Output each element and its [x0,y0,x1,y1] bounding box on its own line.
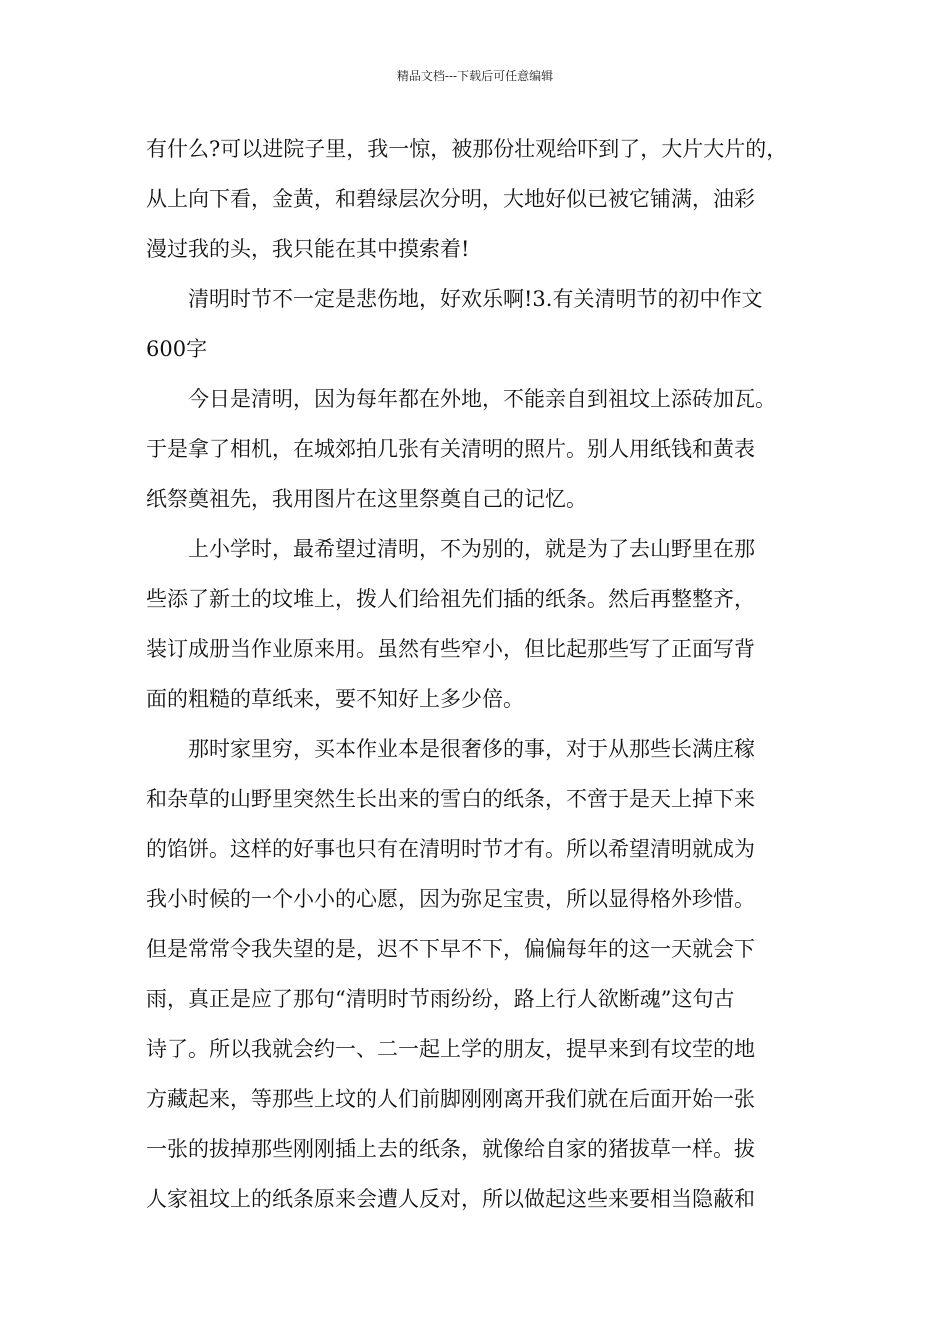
text-line-19: 诗了。所以我就会约一、二一起上学的朋友，提早来到有坟茔的地 [146,1037,755,1061]
text-line-13: 那时家里穷，买本作业本是很奢侈的事，对于从那些长满庄稼 [146,737,755,761]
text-line-3: 漫过我的头，我只能在其中摸索着! [146,237,470,261]
text-line-9: 上小学时，最希望过清明，不为别的，就是为了去山野里在那 [146,537,755,561]
text-line-4: 清明时节不一定是悲伤地，好欢乐啊!3.有关清明节的初中作文 [146,287,763,311]
text-line-10: 些添了新土的坟堆上，拨人们给祖先们插的纸条。然后再整整齐， [146,587,755,611]
text-line-14: 和杂草的山野里突然生长出来的雪白的纸条，不啻于是天上掉下来 [146,787,755,811]
text-line-16: 我小时候的一个小小的心愿，因为弥足宝贵，所以显得格外珍惜。 [146,887,755,911]
text-line-6: 今日是清明，因为每年都在外地，不能亲自到祖坟上添砖加瓦。 [146,387,776,411]
text-line-1: 有什么?可以进院子里，我一惊，被那份壮观给吓到了，大片大片的， [146,137,788,161]
text-line-22: 人家祖坟上的纸条原来会遭人反对，所以做起这些来要相当隐蔽和 [146,1187,755,1211]
text-line-20: 方藏起来，等那些上坟的人们前脚刚刚离开我们就在后面开始一张 [146,1087,755,1111]
text-line-15: 的馅饼。这样的好事也只有在清明时节才有。所以希望清明就成为 [146,837,755,861]
text-line-11: 装订成册当作业原来用。虽然有些窄小，但比起那些写了正面写背 [146,637,755,661]
text-line-2: 从上向下看，金黄，和碧绿层次分明，大地好似已被它铺满，油彩 [146,187,755,211]
text-line-18: 雨，真正是应了那句“清明时节雨纷纷，路上行人欲断魂”这句古 [146,987,735,1011]
text-line-8: 纸祭奠祖先，我用图片在这里祭奠自己的记忆。 [146,487,587,511]
page-header: 精品文档---下载后可任意编辑 [396,69,554,83]
text-line-21: 一张的拔掉那些刚刚插上去的纸条，就像给自家的猪拔草一样。拔 [146,1137,755,1161]
text-line-5: 600字 [146,337,208,361]
text-line-12: 面的粗糙的草纸来，要不知好上多少倍。 [146,687,524,711]
text-line-7: 于是拿了相机，在城郊拍几张有关清明的照片。别人用纸钱和黄表 [146,437,755,461]
text-line-17: 但是常常令我失望的是，迟不下早不下，偏偏每年的这一天就会下 [146,937,755,961]
